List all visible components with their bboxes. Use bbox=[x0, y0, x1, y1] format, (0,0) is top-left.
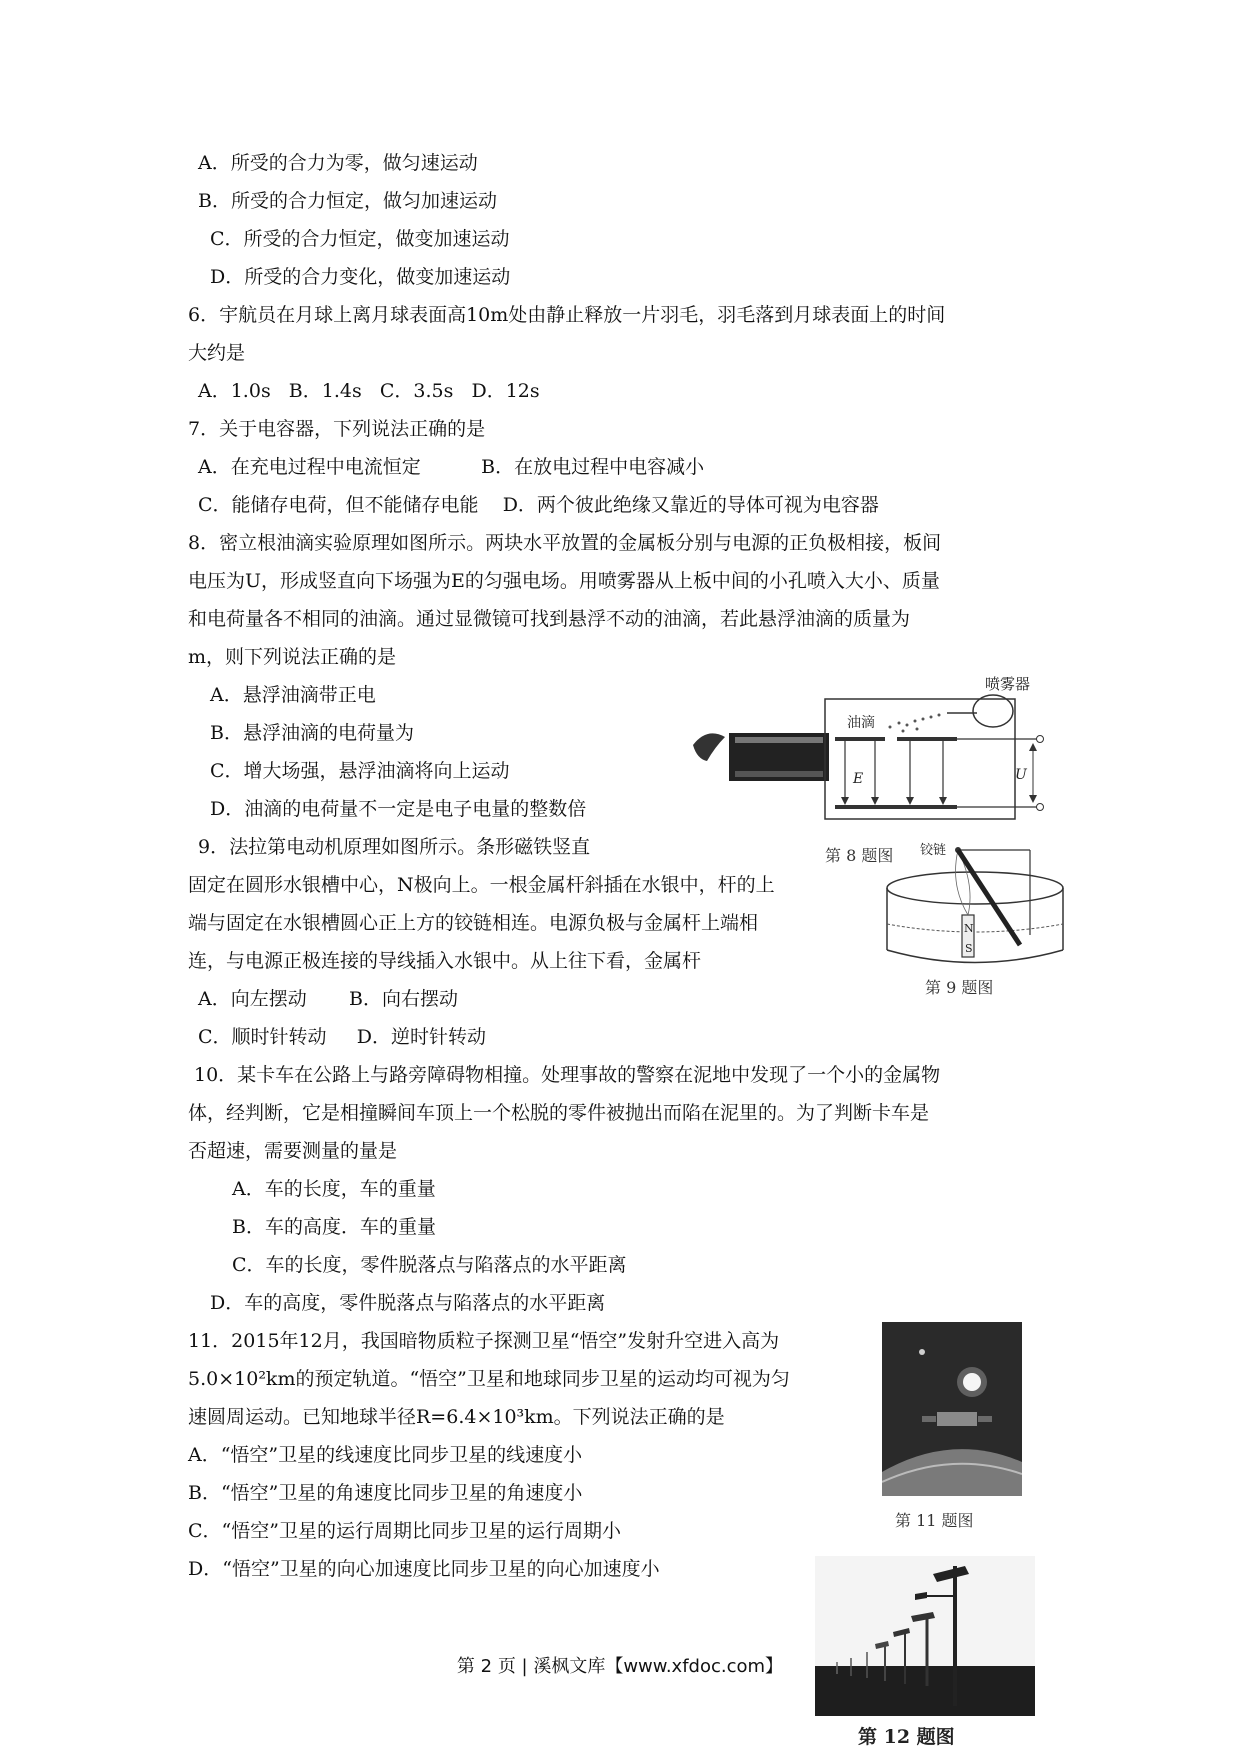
q6-options: A．1.0s B．1.4s C．3.5s D．12s bbox=[198, 380, 540, 402]
voltage-u-label: U bbox=[1015, 767, 1027, 783]
q11-stem-line1: 11．2015年12月，我国暗物质粒子探测卫星“悟空”发射升空进入高为 bbox=[188, 1330, 780, 1352]
q10-option-c: C．车的长度，零件脱落点与陷落点的水平距离 bbox=[232, 1254, 627, 1276]
oil-drops bbox=[889, 714, 941, 733]
q11-stem-line2: 5.0×10²km的预定轨道。“悟空”卫星和地球同步卫星的运动均可视为匀 bbox=[188, 1368, 790, 1390]
q7-stem: 7．关于电容器，下列说法正确的是 bbox=[188, 418, 486, 440]
q10-stem-line1: 10．某卡车在公路上与路旁障碍物相撞。处理事故的警察在泥地中发现了一个小的金属物 bbox=[194, 1064, 941, 1086]
solar-streetlights-figure bbox=[815, 1556, 1035, 1716]
q9-stem-line4: 连，与电源正极连接的导线插入水银中。从上往下看，金属杆 bbox=[188, 950, 702, 972]
q11-option-d: D．“悟空”卫星的向心加速度比同步卫星的向心加速度小 bbox=[188, 1558, 660, 1580]
faraday-motor-figure bbox=[880, 840, 1070, 990]
q5-option-b: B．所受的合力恒定，做匀加速运动 bbox=[198, 190, 497, 212]
q8-stem-line1: 8．密立根油滴实验原理如图所示。两块水平放置的金属板分别与电源的正负极相接，板间 bbox=[188, 532, 942, 554]
q7-options-row1: A．在充电过程中电流恒定 B．在放电过程中电容减小 bbox=[198, 456, 705, 478]
eye-icon bbox=[693, 733, 725, 761]
hinge-label: 铰链 bbox=[920, 843, 947, 858]
q9-stem-line2: 固定在圆形水银槽中心，N极向上。一根金属杆斜插在水银中，杆的上 bbox=[188, 874, 775, 896]
q10-option-b: B．车的高度．车的重量 bbox=[232, 1216, 436, 1238]
q10-option-d: D．车的高度，零件脱落点与陷落点的水平距离 bbox=[210, 1292, 606, 1314]
field-e-label: E bbox=[853, 771, 864, 787]
q8-option-a: A．悬浮油滴带正电 bbox=[210, 684, 376, 706]
figure-8-caption: 第 8 题图 bbox=[825, 846, 894, 865]
q8-stem-line2: 电压为U，形成竖直向下场强为E的匀强电场。用喷雾器从上板中间的小孔喷入大小、质量 bbox=[188, 570, 940, 592]
figure-9-caption: 第 9 题图 bbox=[925, 978, 994, 997]
millikan-apparatus-figure bbox=[685, 675, 1065, 850]
q11-option-b: B．“悟空”卫星的角速度比同步卫星的角速度小 bbox=[188, 1482, 583, 1504]
sprayer-bulb bbox=[973, 695, 1013, 727]
oil-drop-label: 油滴 bbox=[847, 715, 875, 731]
q5-option-c: C．所受的合力恒定，做变加速运动 bbox=[210, 228, 510, 250]
q10-stem-line3: 否超速，需要测量的量是 bbox=[188, 1140, 398, 1162]
q8-option-b: B．悬浮油滴的电荷量为 bbox=[210, 722, 414, 744]
q11-stem-line3: 速圆周运动。已知地球半径R=6.4×10³km。下列说法正确的是 bbox=[188, 1406, 725, 1428]
satellite-photo-figure bbox=[882, 1322, 1022, 1496]
magnet-s-label: S bbox=[965, 942, 973, 955]
q8-stem-line3: 和电荷量各不相同的油滴。通过显微镜可找到悬浮不动的油滴，若此悬浮油滴的质量为 bbox=[188, 608, 911, 630]
q9-stem-line3: 端与固定在水银槽圆心正上方的铰链相连。电源负极与金属杆上端相 bbox=[188, 912, 759, 934]
magnet-n-label: N bbox=[964, 922, 974, 935]
figure-11-caption: 第 11 题图 bbox=[895, 1511, 974, 1530]
figure-12-caption: 第 12 题图 bbox=[858, 1726, 955, 1748]
q9-options-row1: A．向左摆动 B．向右摆动 bbox=[198, 988, 458, 1010]
sprayer-label: 喷雾器 bbox=[985, 675, 1031, 693]
page-footer: 第 2 页 | 溪枫文库【www.xfdoc.com】 bbox=[456, 1656, 784, 1677]
q11-option-a: A．“悟空”卫星的线速度比同步卫星的线速度小 bbox=[188, 1444, 583, 1466]
q8-option-d: D．油滴的电荷量不一定是电子电量的整数倍 bbox=[210, 798, 587, 820]
mercury-surface bbox=[887, 924, 1063, 932]
q11-option-c: C．“悟空”卫星的运行周期比同步卫星的运行周期小 bbox=[188, 1520, 621, 1542]
q5-option-d: D．所受的合力变化，做变加速运动 bbox=[210, 266, 511, 288]
q7-options-row2: C．能储存电荷，但不能储存电能 D．两个彼此绝缘又靠近的导体可视为电容器 bbox=[198, 494, 879, 516]
q8-stem-line4: m，则下列说法正确的是 bbox=[188, 646, 397, 668]
q9-options-row2: C．顺时针转动 D．逆时针转动 bbox=[198, 1026, 486, 1048]
q8-option-c: C．增大场强，悬浮油滴将向上运动 bbox=[210, 760, 510, 782]
q6-stem-line1: 6．宇航员在月球上离月球表面高10m处由静止释放一片羽毛，羽毛落到月球表面上的时间 bbox=[188, 304, 946, 326]
q6-stem-line2: 大约是 bbox=[188, 342, 246, 364]
q5-option-a: A．所受的合力为零，做匀速运动 bbox=[198, 152, 478, 174]
q10-option-a: A．车的长度，车的重量 bbox=[232, 1178, 436, 1200]
q10-stem-line2: 体，经判断，它是相撞瞬间车顶上一个松脱的零件被抛出而陷在泥里的。为了判断卡车是 bbox=[188, 1102, 930, 1124]
q9-stem-line1: 9．法拉第电动机原理如图所示。条形磁铁竖直 bbox=[198, 836, 591, 858]
